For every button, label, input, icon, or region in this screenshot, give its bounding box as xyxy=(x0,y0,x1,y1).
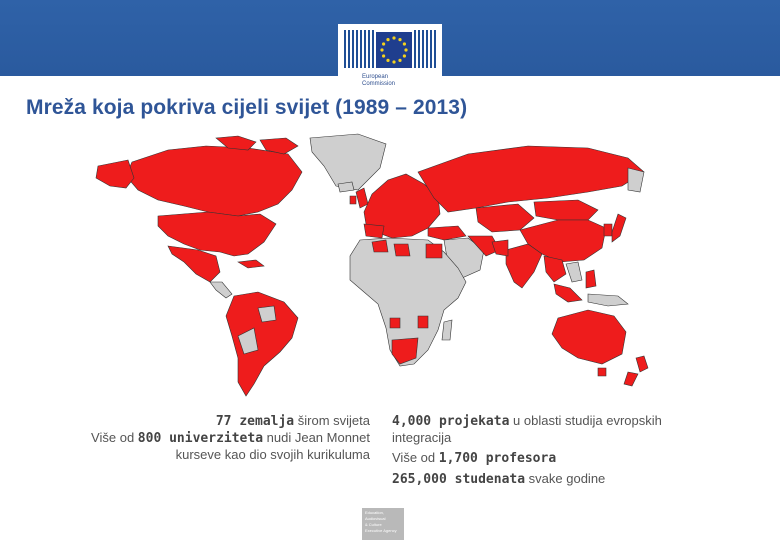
stats-right-line-1: 4,000 projekata u oblasti studija evropskih xyxy=(392,413,662,429)
building-icon-right xyxy=(414,30,436,68)
australia xyxy=(552,310,626,364)
logo-text: European Commission xyxy=(362,74,396,87)
russia xyxy=(418,146,644,212)
stats-left-line-2: Više od 800 univerziteta nudi Jean Monnet xyxy=(91,430,370,446)
canada xyxy=(126,146,302,216)
stats-left-line-1: 77 zemalja širom svijeta xyxy=(215,413,370,429)
world-map xyxy=(88,132,668,400)
stats-left-line-3: kurseve kao dio svojih kurikuluma xyxy=(175,447,370,462)
india xyxy=(506,244,542,288)
greenland xyxy=(310,134,386,190)
stats-right xyxy=(392,413,752,492)
stats-right-line-2: Više od 1,700 profesora xyxy=(392,450,557,466)
european-commission-logo xyxy=(338,24,442,94)
building-icon xyxy=(344,30,374,68)
stats-left xyxy=(40,413,370,463)
eu-flag-icon xyxy=(376,32,412,68)
stats-right-line-1b: integracija xyxy=(392,430,452,445)
eacea-logo: Education, Audiovisual & Culture Executive Agency xyxy=(362,508,404,540)
stats-right-line-3: 265,000 studenata svake godine xyxy=(392,471,606,487)
page-title: Mreža koja pokriva cijeli svijet (1989 – 2013) xyxy=(26,96,468,119)
